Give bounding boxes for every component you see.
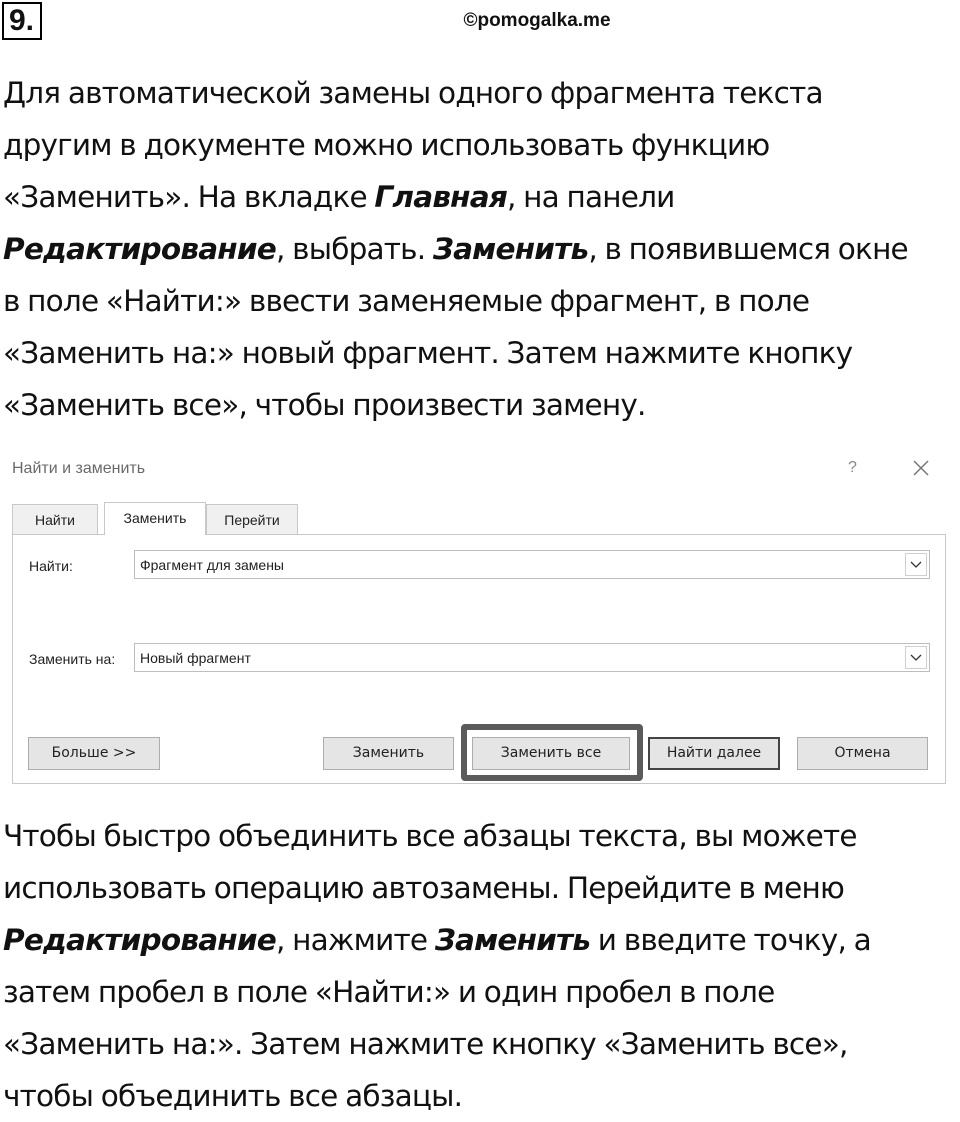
text-line: чтобы объединить все абзацы. xyxy=(3,1079,463,1113)
find-value: Фрагмент для замены xyxy=(140,557,284,573)
tab-replace[interactable]: Заменить xyxy=(104,502,206,535)
replace-all-highlight xyxy=(461,724,643,781)
replace-label: Заменить на: xyxy=(29,651,116,667)
text-line: «Заменить все», чтобы произвести замену. xyxy=(3,388,646,422)
more-button[interactable]: Больше >> xyxy=(28,737,160,770)
cancel-button[interactable]: Отмена xyxy=(797,737,928,770)
text-line: затем пробел в поле «Найти:» и один пробел в поле xyxy=(3,975,775,1009)
text-line: другим в документе можно использовать функцию xyxy=(3,128,770,162)
text-line: использовать операцию автозамены. Перейдите в меню xyxy=(3,871,845,905)
text-line: Редактирование, выбрать. Заменить, в появившемся окне xyxy=(3,232,908,266)
emphasis-editing: Редактирование xyxy=(3,923,276,957)
text-line: «Заменить». На вкладке Главная, на панели xyxy=(3,180,675,214)
tab-find[interactable]: Найти xyxy=(12,504,98,534)
text-line: «Заменить на:». Затем нажмите кнопку «Заменить все», xyxy=(3,1027,848,1061)
paragraph-intro xyxy=(3,67,960,431)
emphasis-editing: Редактирование xyxy=(3,232,276,266)
text-line: «Заменить на:» новый фрагмент. Затем нажмите кнопку xyxy=(3,336,853,370)
replace-all-button[interactable]: Заменить все xyxy=(472,737,630,770)
close-icon[interactable] xyxy=(910,457,932,479)
help-button[interactable]: ? xyxy=(848,459,857,476)
text-line: Чтобы быстро объединить все абзацы текста, вы можете xyxy=(3,819,857,853)
find-next-button[interactable]: Найти далее xyxy=(648,737,780,770)
find-label: Найти: xyxy=(29,558,73,574)
task-number: 9. xyxy=(2,2,42,40)
chevron-down-icon[interactable] xyxy=(905,646,927,669)
emphasis-home-tab: Главная xyxy=(374,180,508,214)
text-line: в поле «Найти:» ввести заменяемые фрагмент, в поле xyxy=(3,284,810,318)
paragraph-merge xyxy=(3,810,960,1122)
emphasis-replace: Заменить xyxy=(434,923,591,957)
find-input[interactable] xyxy=(134,550,930,579)
dialog-title: Найти и заменить xyxy=(12,460,146,477)
text-line: Редактирование, нажмите Заменить и введите точку, а xyxy=(3,923,871,957)
site-watermark: ©pomogalka.me xyxy=(463,10,611,31)
emphasis-replace: Заменить xyxy=(432,232,589,266)
tab-goto[interactable]: Перейти xyxy=(206,504,298,534)
text-line: Для автоматической замены одного фрагмента текста xyxy=(3,76,823,110)
chevron-down-icon[interactable] xyxy=(905,553,927,576)
replace-value: Новый фрагмент xyxy=(140,650,251,666)
replace-input[interactable] xyxy=(134,643,930,672)
replace-button[interactable]: Заменить xyxy=(323,737,454,770)
